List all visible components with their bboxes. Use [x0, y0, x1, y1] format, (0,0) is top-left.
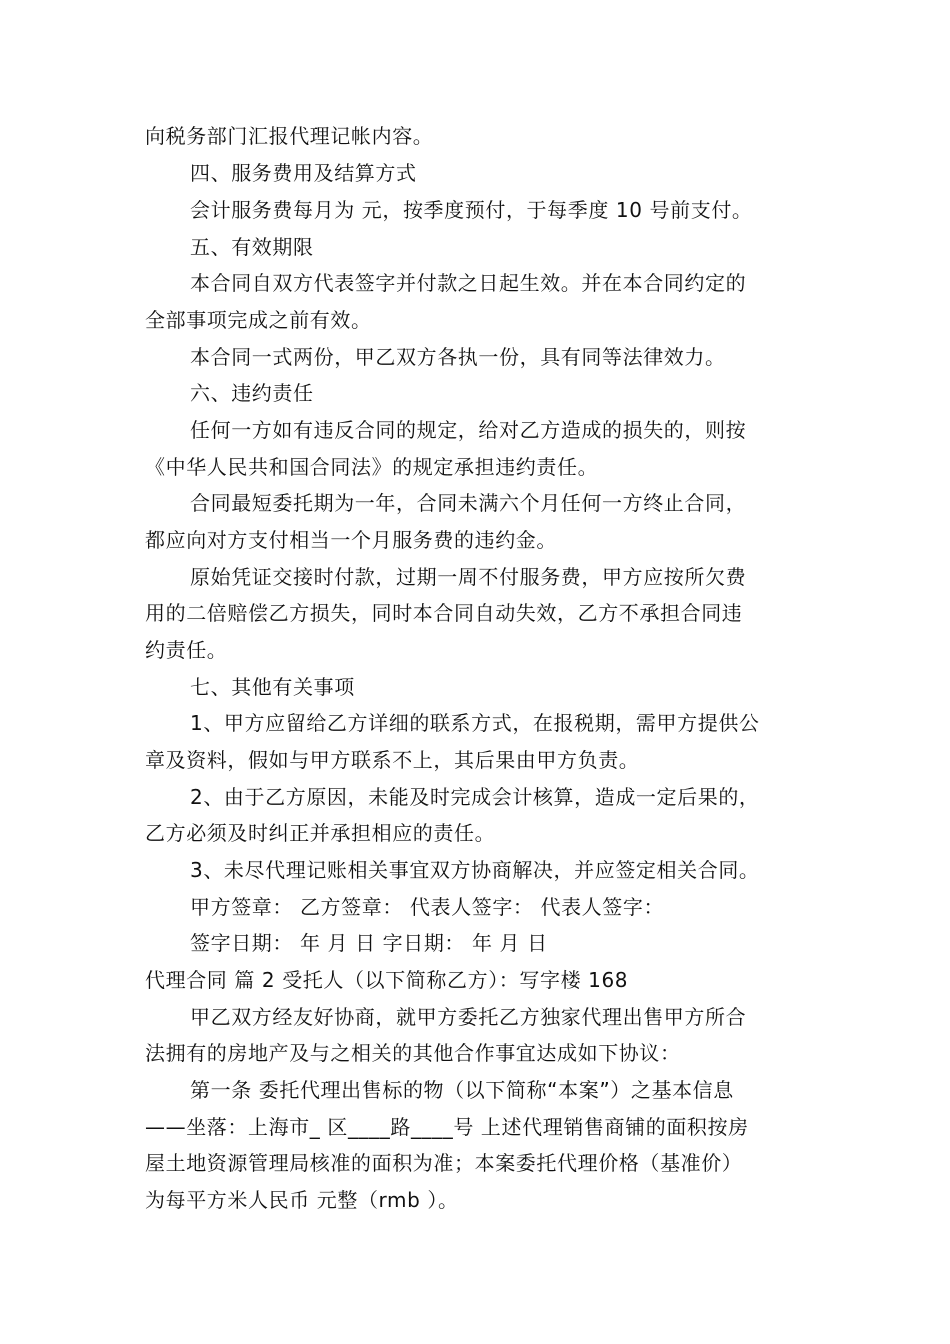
text-line: 代理合同 篇 2 受托人（以下简称乙方）：写字楼 168: [145, 968, 629, 992]
text-line: 乙方必须及时纠正并承担相应的责任。: [145, 821, 496, 845]
section-heading: 七、其他有关事项: [190, 675, 355, 699]
text-line: 合同最短委托期为一年，合同未满六个月任何一方终止合同，: [190, 491, 747, 515]
text-line: 全部事项完成之前有效。: [145, 308, 372, 332]
text-line: 第一条 委托代理出售标的物（以下简称“本案”）之基本信息: [190, 1078, 734, 1102]
text-line: 本合同自双方代表签字并付款之日起生效。并在本合同约定的: [190, 271, 747, 295]
text-line: 1、甲方应留给乙方详细的联系方式，在报税期，需甲方提供公: [190, 711, 760, 735]
date-line: 签字日期： 年 月 日 字日期： 年 月 日: [190, 931, 548, 955]
section-heading: 五、有效期限: [190, 235, 314, 259]
text-line: 原始凭证交接时付款，过期一周不付服务费，甲方应按所欠费: [190, 565, 747, 589]
text-line: 法拥有的房地产及与之相关的其他合作事宜达成如下协议：: [145, 1041, 681, 1065]
text-line: 《中华人民共和国合同法》的规定承担违约责任。: [145, 455, 599, 479]
text-line: 约责任。: [145, 638, 228, 662]
text-line: 都应向对方支付相当一个月服务费的违约金。: [145, 528, 557, 552]
text-line: 本合同一式两份，甲乙双方各执一份，具有同等法律效力。: [190, 345, 726, 369]
text-line: 任何一方如有违反合同的规定，给对乙方造成的损失的，则按: [190, 418, 747, 442]
section-heading: 六、违约责任: [190, 381, 314, 405]
text-line: 用的二倍赔偿乙方损失，同时本合同自动失效，乙方不承担合同违: [145, 601, 743, 625]
text-line: 屋土地资源管理局核准的面积为准；本案委托代理价格（基准价）: [145, 1151, 743, 1175]
text-line: 3、未尽代理记账相关事宜双方协商解决，并应签定相关合同。: [190, 858, 760, 882]
section-heading: 四、服务费用及结算方式: [190, 161, 417, 185]
signature-line: 甲方签章： 乙方签章： 代表人签字： 代表人签字：: [190, 895, 665, 919]
text-line: 向税务部门汇报代理记帐内容。: [145, 124, 434, 148]
text-line: 2、由于乙方原因，未能及时完成会计核算，造成一定后果的，: [190, 785, 760, 809]
text-line: 会计服务费每月为 元，按季度预付，于每季度 10 号前支付。: [190, 198, 753, 222]
text-line: 为每平方米人民币 元整（rmb ）。: [145, 1188, 459, 1212]
text-line: ——坐落：上海市_ 区____路____号 上述代理销售商铺的面积按房: [145, 1115, 749, 1139]
text-line: 章及资料，假如与甲方联系不上，其后果由甲方负责。: [145, 748, 640, 772]
text-line: 甲乙双方经友好协商，就甲方委托乙方独家代理出售甲方所合: [190, 1005, 747, 1029]
